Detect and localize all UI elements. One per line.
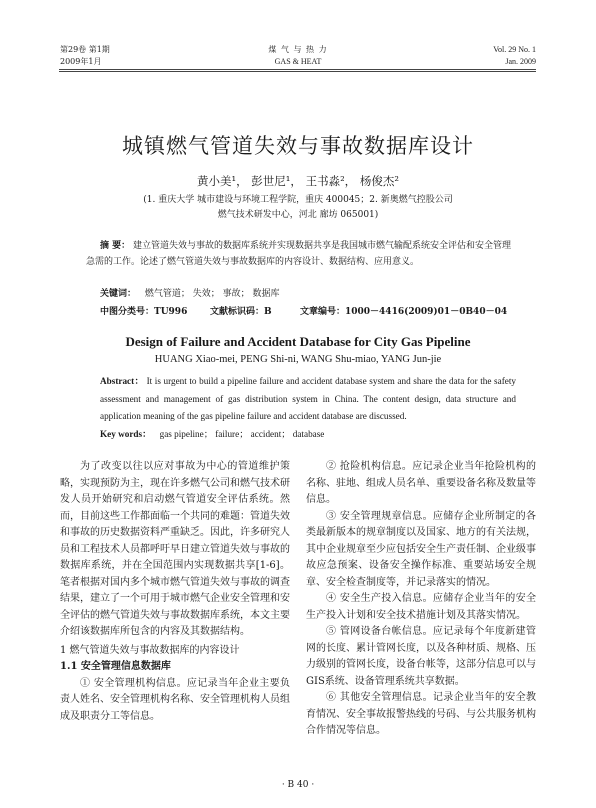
authors-en: HUANG Xiao-mei, PENG Shi-ni, WANG Shu-miao, YANG Jun-jie [154, 354, 442, 365]
header-rule-bottom [59, 71, 536, 72]
article-number: 文章编号：1000－4416(2009)01－0B40－04 [300, 307, 508, 317]
header-rule-top [59, 69, 536, 70]
keywords-en [100, 426, 324, 440]
keywords-en-label: Key words： [100, 429, 152, 439]
header-volume-cn: 第29卷 第1期 [60, 45, 110, 54]
item-2-paragraph: ② 抢险机构信息。应记录企业当年抢险机构的名称、驻地、组成人员名单、重要设备名称及数量等信息。 [306, 461, 536, 505]
item-1-paragraph: ① 安全管理机构信息。应记录当年企业主要负责人姓名、安全管理机构名称、安全管理机构人员组成及职责分工等信息。 [60, 677, 290, 722]
header-date-cn: 2009年1月 [60, 57, 102, 66]
abstract-en-text: It is urgent to build a pipeline failure and accident database system and share the data for the safety assessment and management of gas distribution system in China. The content design, data structure and application meaning of the gas pipeline failure and accident database are discussed. [100, 376, 516, 421]
affiliation-line2: 燃气技术研发中心，河北 廊坊 065001) [217, 210, 379, 220]
header-journal-cn: 煤 气 与 热 力 [268, 45, 328, 54]
authors-cn: 黄小美¹， 彭世尼¹， 王书淼²， 杨俊杰² [197, 174, 399, 188]
keywords-cn [100, 286, 279, 299]
item-6-paragraph: ⑥ 其他安全管理信息。记录企业当年的安全教育情况、安全事故报警热线的号码、与公共服务机构合作情况等信息。 [306, 692, 536, 736]
abstract-en [100, 373, 516, 426]
abstract-cn [86, 239, 516, 270]
item-4-paragraph: ④ 安全生产投入信息。应储存企业当年的安全生产投入计划和安全技术措施计划及其落实情况。 [306, 593, 536, 621]
page-number: · B 40 · [281, 780, 315, 790]
abstract-cn-text: 建立管道失效与事故的数据库系统并实现数据共享是我国城市燃气输配系统安全评估和安全管理急需的工作。论述了燃气管道失效与事故数据库的内容设计、数据结构、应用意义。 [86, 241, 512, 267]
header-date-en: Jan. 2009 [505, 57, 536, 66]
section-heading-1-1: 1.1 安全管理信息数据库 [60, 661, 171, 672]
keywords-en-text: gas pipeline； failure； accident； database [159, 429, 325, 439]
keywords-cn-text: 燃气管道； 失效； 事故； 数据库 [144, 289, 280, 299]
intro-paragraph: 为了改变以往以应对事故为中心的管道维护策略，实现预防为主，现在许多燃气公司和燃气技术研发人员开始研究和启动燃气管道安全评估系统。然而，目前这些工作都面临一个共同的难题：管道失效和事故的历史数据资料严重缺乏。因此，许多研究人员和工程技术人员都呼吁早日建立管道失效与事故的数据库系统，并在全国范围内实现数据共享[1-6]。笔者根据对国内多个城市燃气管道失效与事故的调查结果，建立了一个可用于城市燃气企业安全管理和安全评估的燃气管道失效与事故数据库系统，本文主要介绍该数据库所包含的内容及其数据结构。 [60, 461, 290, 637]
header-volume-en: Vol. 29 No. 1 [493, 45, 536, 54]
abstract-en-label: Abstract： [100, 376, 144, 386]
item-3-paragraph: ③ 安全管理规章信息。应储存企业所制定的各类最新版本的规章制度以及国家、地方的有关法规，其中企业规章至少应包括安全生产责任制、企业级事故应急预案、设备安全操作标准、重要站场安全规章、安全检查制度等，并记录落实的情况。 [306, 510, 536, 588]
section-heading-1: 1 燃气管道失效与事故数据库的内容设计 [60, 644, 240, 656]
affiliation-line1: (1. 重庆大学 城市建设与环境工程学院，重庆 400045；2. 新奥燃气控股公司 [143, 195, 453, 205]
body-right-column [306, 459, 536, 740]
item-5-paragraph: ⑤ 管网设备台帐信息。应记录每个年度新建管网的长度、累计管网长度，以及各种材质、规格、压力级别的管网长度，设备台帐等，这部分信息可以与GIS系统、设备管理系统共享数据。 [306, 626, 536, 687]
header-journal-en: GAS & HEAT [274, 57, 322, 66]
abstract-cn-label: 摘 要： [100, 241, 131, 251]
title-en: Design of Failure and Accident Database for City Gas Pipeline [125, 334, 471, 349]
document-code: 文献标识码：B [210, 307, 272, 317]
body-left-column [60, 459, 290, 725]
keywords-cn-label: 关键词： [100, 289, 137, 299]
title-cn: 城镇燃气管道失效与事故数据库设计 [122, 134, 474, 158]
clc-number: 中图分类号：TU996 [100, 307, 188, 317]
